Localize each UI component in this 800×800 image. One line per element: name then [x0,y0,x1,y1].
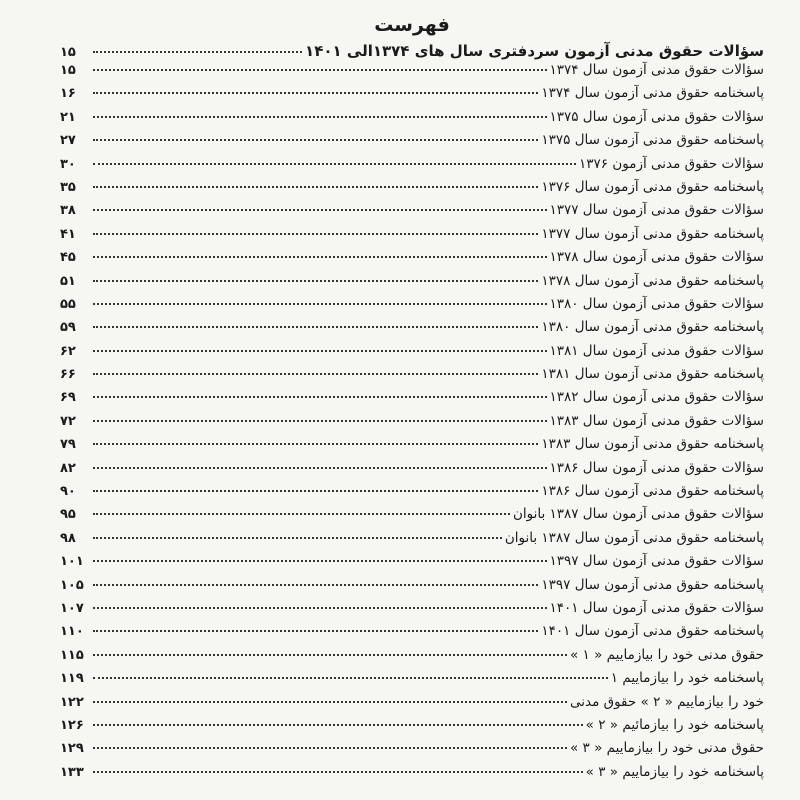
toc-entry [60,694,764,717]
toc-entry-label: حقوق مدنی خود را بیازماییم « ۳ » [569,740,764,757]
toc-entry [60,343,764,366]
toc-entry-page: ۹۰ [60,484,76,500]
toc-entry [60,202,764,225]
dot-leader [93,442,538,445]
toc-entry-label: سؤالات حقوق مدنی آزمون سال ۱۳۹۷ [549,553,764,570]
dot-leader [93,629,538,632]
dot-leader [93,723,583,726]
toc-entry-page: ۵۵ [60,296,76,312]
toc-entry-label: پاسخنامه حقوق مدنی آزمون سال ۱۳۷۵ [541,132,764,149]
dot-leader [93,232,538,235]
toc-entry-label: پاسخنامه حقوق مدنی آزمون سال ۱۳۸۳ [541,436,764,453]
dot-leader [93,653,567,656]
dot-leader [93,770,583,773]
toc-entry [60,764,764,787]
toc-entry-page: ۱۳۳ [60,764,84,780]
toc-entry [60,319,764,342]
dot-leader [93,372,538,375]
toc-entry [60,460,764,483]
toc-entry-label: پاسخنامه حقوق مدنی آزمون سال ۱۳۸۷ بانوان [504,529,764,546]
toc-entry-label: حقوق مدنی خود را بیازماییم « ۱ » [569,646,764,663]
toc-entry [60,109,764,132]
toc-entry [60,226,764,249]
dot-leader [93,185,538,188]
dot-leader [93,50,302,53]
toc-entry-label: سؤالات حقوق مدنی آزمون سال ۱۳۸۷ بانوان [512,506,764,523]
toc-entry-page: ۶۹ [60,390,76,406]
toc-entry-page: ۸۲ [60,460,76,476]
dot-leader [93,700,567,703]
dot-leader [93,676,608,679]
toc-section-heading [60,42,764,62]
toc-entry-page: ۱۶ [60,86,76,102]
toc-entry-page: ۱۱۹ [60,671,84,687]
toc-entry-label: پاسخنامه حقوق مدنی آزمون سال ۱۴۰۱ [541,623,764,640]
toc-entry-page: ۹۵ [60,507,76,523]
toc-entry-label: خود را بیازماییم « ۲ » حقوق مدنی [569,693,764,710]
toc-entry-label: سؤالات حقوق مدنی آزمون سال ۱۳۸۰ [549,295,764,312]
toc-entry-label: پاسخنامه حقوق مدنی آزمون سال ۱۳۸۱ [541,366,764,383]
toc-entry-label: پاسخنامه حقوق مدنی آزمون سال ۱۳۹۷ [541,576,764,593]
toc-entry-label: پاسخنامه خود را بیازمائیم « ۲ » [585,716,764,733]
toc-entry [60,249,764,272]
toc-entry-page: ۳۸ [60,203,76,219]
toc-entry-label: پاسخنامه خود را بیازماییم ۱ [610,670,764,687]
dot-leader [93,466,547,469]
dot-leader [93,302,547,305]
toc-entry [60,62,764,85]
toc-entry-page: ۵۹ [60,320,76,336]
toc-entry [60,273,764,296]
toc-entry-page: ۱۱۵ [60,647,84,663]
toc-entry [60,389,764,412]
toc-entry [60,717,764,740]
page-title: فهرست [374,14,450,36]
toc-entry-label: پاسخنامه حقوق مدنی آزمون سال ۱۳۷۴ [541,85,764,102]
toc-entry-page: ۱۲۹ [60,741,84,757]
dot-leader [93,68,547,71]
toc-entry-page: ۱۲۶ [60,717,84,733]
toc-entry-page: ۶۲ [60,343,76,359]
toc-entry-page: ۴۱ [60,226,76,242]
toc-entry-label: پاسخنامه حقوق مدنی آزمون سال ۱۳۸۶ [541,483,764,500]
toc-entry-label: پاسخنامه خود را بیازماییم « ۳ » [585,763,764,780]
toc-entry [60,600,764,623]
toc-entry [60,577,764,600]
toc-entry-label: سؤالات حقوق مدنی آزمون سال ۱۳۸۲ [549,389,764,406]
toc-entry [60,483,764,506]
dot-leader [93,325,538,328]
toc-entry-label: سؤالات حقوق مدنی آزمون سال ۱۳۸۱ [549,342,764,359]
dot-leader [93,746,567,749]
dot-leader [93,162,576,165]
dot-leader [93,419,547,422]
dot-leader [93,115,547,118]
dot-leader [93,559,547,562]
toc-entry [60,85,764,108]
dot-leader [93,138,538,141]
toc-entry-label: سؤالات حقوق مدنی آزمون سال ۱۳۷۴ [549,62,764,78]
toc-entry [60,413,764,436]
toc-entry-page: ۷۲ [60,413,76,429]
toc-entry-label: سؤالات حقوق مدنی آزمون ۱۳۷۶ [579,155,764,172]
toc-entry-label: پاسخنامه حقوق مدنی آزمون سال ۱۳۷۸ [541,272,764,289]
toc-entry [60,506,764,529]
toc-entry [60,647,764,670]
toc-entry [60,623,764,646]
toc-entry-label: سؤالات حقوق مدنی آزمون سال ۱۳۷۸ [549,249,764,266]
dot-leader [93,583,538,586]
dot-leader [93,208,547,211]
toc-entry-page: ۵۱ [60,273,76,289]
toc-entry-label: سؤالات حقوق مدنی آزمون سال ۱۳۸۶ [549,459,764,476]
toc-entry-label: پاسخنامه حقوق مدنی آزمون سال ۱۳۷۶ [541,178,764,195]
toc-entry [60,670,764,693]
section-heading-label: سؤالات حقوق مدنی آزمون سردفتری سال های ۱۳۷۴الی ۱۴۰۱ [305,42,764,60]
dot-leader [93,349,547,352]
dot-leader [93,91,538,94]
toc-entry-page: ۷۹ [60,437,76,453]
dot-leader [93,255,547,258]
toc-entry-page: ۱۰۵ [60,577,84,593]
toc-entry [60,296,764,319]
toc-entry-page: ۶۶ [60,367,76,383]
dot-leader [93,395,547,398]
toc-entry-label: سؤالات حقوق مدنی آزمون سال ۱۳۷۷ [549,202,764,219]
toc-entry [60,436,764,459]
dot-leader [93,536,502,539]
dot-leader [93,512,510,515]
toc-entry-page: ۳۰ [60,156,76,172]
toc-entry-page: ۱۰۷ [60,600,84,616]
toc-entry [60,179,764,202]
toc-entry-page: ۱۵ [60,63,76,78]
toc-list [60,62,764,787]
toc-entry [60,740,764,763]
toc-entry-label: پاسخنامه حقوق مدنی آزمون سال ۱۳۷۷ [541,225,764,242]
dot-leader [93,606,547,609]
toc-entry [60,530,764,553]
section-heading-page: ۱۵ [60,45,76,60]
toc-entry-page: ۴۵ [60,250,76,266]
toc-entry-page: ۱۱۰ [60,624,84,640]
toc-entry [60,366,764,389]
dot-leader [93,279,538,282]
toc-entry [60,132,764,155]
toc-entry-page: ۲۷ [60,133,76,149]
dot-leader [93,489,538,492]
toc-entry [60,553,764,576]
toc-entry-label: سؤالات حقوق مدنی آزمون سال ۱۳۷۵ [549,108,764,125]
toc-entry-page: ۲۱ [60,109,76,125]
toc-entry-page: ۱۲۲ [60,694,84,710]
toc-entry-label: پاسخنامه حقوق مدنی آزمون سال ۱۳۸۰ [541,319,764,336]
toc-entry-page: ۳۵ [60,179,76,195]
toc-entry-page: ۱۰۱ [60,554,84,570]
toc-entry-label: سؤالات حقوق مدنی آزمون سال ۱۴۰۱ [549,599,764,616]
toc-entry [60,156,764,179]
toc-entry-label: سؤالات حقوق مدنی آزمون سال ۱۳۸۳ [549,412,764,429]
toc-entry-page: ۹۸ [60,530,76,546]
